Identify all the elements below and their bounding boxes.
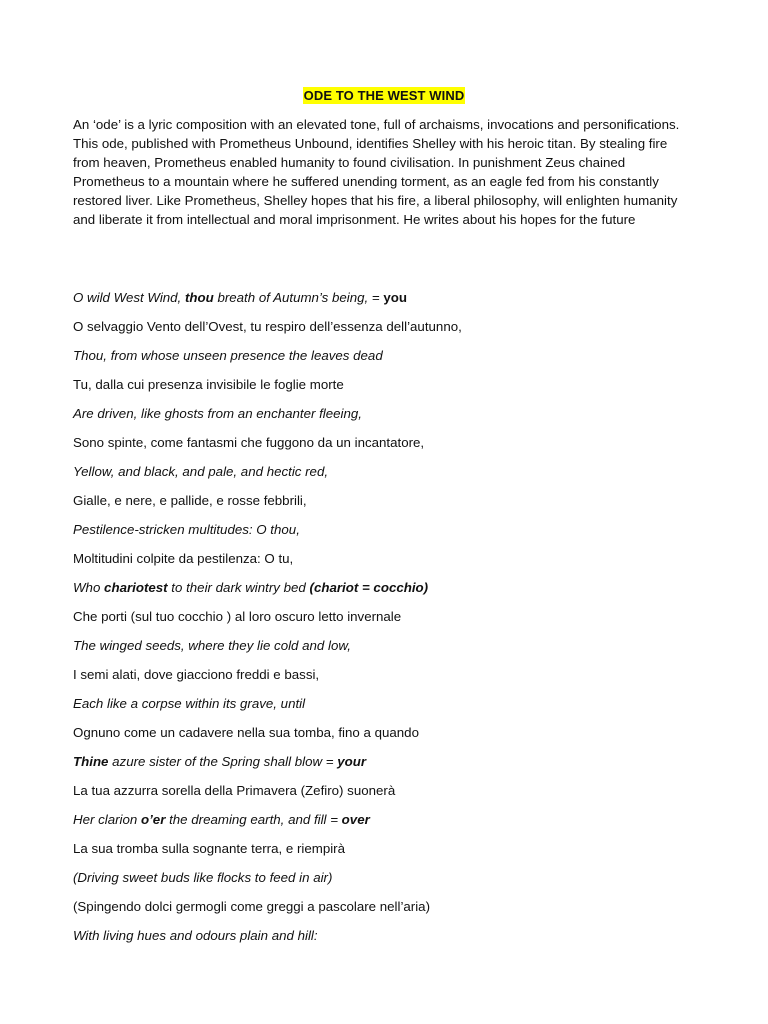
line-segment: Tu, dalla cui presenza invisibile le foglie morte <box>73 377 344 392</box>
poem-line-english <box>73 694 713 723</box>
page-title: ODE TO THE WEST WIND <box>303 88 465 103</box>
line-segment: O wild West Wind, <box>73 290 185 305</box>
poem-line-english <box>73 404 713 433</box>
line-segment: thou <box>184 290 214 305</box>
poem-line-italian <box>73 491 713 520</box>
poem-line-english <box>73 926 713 955</box>
poem-lines <box>73 288 713 955</box>
line-segment: The winged seeds, where they lie cold and low, <box>73 638 351 653</box>
line-segment: = <box>371 290 384 305</box>
line-segment: Moltitudini colpite da pestilenza: O tu, <box>73 551 294 566</box>
line-segment: Che porti (sul tuo cocchio ) al loro oscuro letto invernale <box>73 609 402 624</box>
poem-line-italian <box>73 781 713 810</box>
line-segment: (chariot = cocchio) <box>309 580 429 595</box>
line-segment: La tua azzurra sorella della Primavera (Zefiro) suonerà <box>73 783 396 798</box>
poem-line-italian <box>73 897 713 926</box>
line-segment: chariotest <box>104 580 168 595</box>
line-segment: O selvaggio Vento dell’Ovest, tu respiro dell’essenza dell’autunno, <box>73 319 462 334</box>
line-segment: the dreaming earth, and fill = <box>165 812 342 827</box>
line-segment: Her clarion <box>73 812 141 827</box>
intro-paragraph: An ‘ode’ is a lyric composition with an elevated tone, full of archaisms, invocations and personifications. This ode, published with Prometheus Unbound, identifies Shelley with his heroic titan. By stealing fire from heaven, Prometheus enabled humanity to found civilisation. In punishment Zeus chained Prometheus to a mountain where he suffered unending torment, as an eagle fed from his constantly restored liver. Like Prometheus, Shelley hopes that his fire, a liberal philosophy, will enlighten humanity and liberate it from intellectual and moral imprisonment. He writes about his hopes for the future <box>73 117 680 227</box>
poem-line-english <box>73 578 713 607</box>
line-segment: La sua tromba sulla sognante terra, e riempirà <box>73 841 345 856</box>
poem-line-italian <box>73 723 713 752</box>
line-segment: (Spingendo dolci germogli come greggi a pascolare nell’aria) <box>73 899 430 914</box>
title-container <box>0 87 768 105</box>
poem-line-italian <box>73 433 713 462</box>
poem-line-english <box>73 752 713 781</box>
poem-line-english <box>73 520 713 549</box>
line-segment: to their dark wintry bed <box>167 580 310 595</box>
line-segment: breath of Autumn’s being, <box>213 290 372 305</box>
line-segment: Yellow, and black, and pale, and hectic red, <box>73 464 329 479</box>
line-segment: Sono spinte, come fantasmi che fuggono da un incantatore, <box>73 435 425 450</box>
line-segment: (Driving sweet buds like flocks to feed in air) <box>73 870 333 885</box>
line-segment: Thine <box>73 754 109 769</box>
line-segment: azure sister of the Spring shall blow = <box>108 754 338 769</box>
poem-line-english <box>73 462 713 491</box>
line-segment: o’er <box>140 812 166 827</box>
line-segment: Are driven, like ghosts from an enchanter fleeing, <box>73 406 362 421</box>
line-segment: Ognuno come un cadavere nella sua tomba, fino a quando <box>73 725 419 740</box>
line-segment: your <box>337 754 367 769</box>
line-segment: Each like a corpse within its grave, until <box>73 696 306 711</box>
poem-line-italian <box>73 665 713 694</box>
poem-line-english <box>73 346 713 375</box>
poem-line-english <box>73 636 713 665</box>
poem-line-italian <box>73 549 713 578</box>
line-segment: you <box>383 290 408 305</box>
poem-line-italian <box>73 375 713 404</box>
line-segment: Thou, from whose unseen presence the leaves dead <box>73 348 383 363</box>
poem-line-italian <box>73 317 713 346</box>
line-segment: With living hues and odours plain and hill: <box>73 928 318 943</box>
line-segment: over <box>341 812 370 827</box>
poem-line-italian <box>73 839 713 868</box>
line-segment: Gialle, e nere, e pallide, e rosse febbrili, <box>73 493 307 508</box>
poem-line-english <box>73 288 713 317</box>
poem-line-italian <box>73 607 713 636</box>
line-segment: I semi alati, dove giacciono freddi e bassi, <box>73 667 320 682</box>
poem-line-english <box>73 810 713 839</box>
line-segment: Who <box>73 580 105 595</box>
poem-line-english <box>73 868 713 897</box>
line-segment: Pestilence-stricken multitudes: O thou, <box>73 522 300 537</box>
